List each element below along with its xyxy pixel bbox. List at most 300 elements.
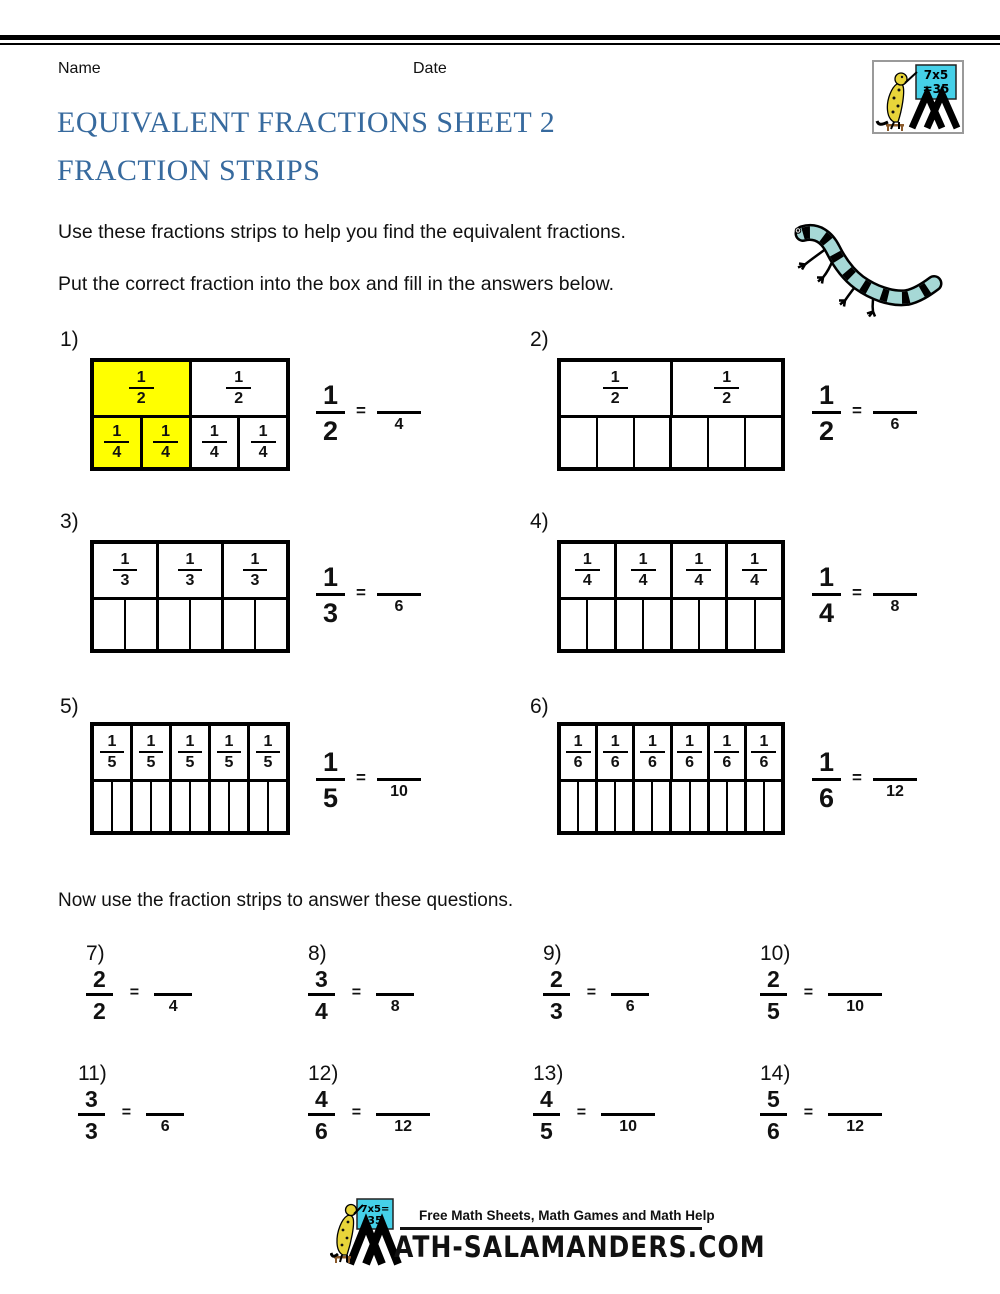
- cell-numerator: 1: [178, 733, 203, 753]
- cell-fraction: [603, 733, 628, 773]
- equals-sign: =: [803, 1104, 814, 1121]
- answer-fraction: [601, 1086, 655, 1136]
- lizard-pupil: [797, 229, 799, 231]
- given-fraction: [86, 966, 113, 1025]
- answer-denominator: 10: [846, 998, 865, 1015]
- fraction-numerator: 3: [78, 1086, 105, 1116]
- strip-cell: [726, 782, 744, 831]
- cell-denominator: 6: [573, 754, 583, 771]
- cell-numerator: 1: [575, 551, 600, 571]
- equation-group: [86, 966, 192, 1025]
- question-number: 8): [308, 942, 327, 965]
- answer-blank: [601, 1086, 655, 1116]
- given-fraction: [308, 966, 335, 1025]
- cell-denominator: 6: [685, 754, 695, 771]
- cell-denominator: 4: [209, 444, 219, 461]
- strip-equation: [316, 747, 421, 814]
- strip-cell: [221, 544, 286, 597]
- question-12: [308, 1062, 430, 1145]
- strip-cell: [707, 782, 726, 831]
- answer-fraction: [873, 747, 917, 801]
- cell-numerator: 1: [243, 551, 268, 571]
- cell-numerator: 1: [714, 733, 739, 753]
- cell-denominator: 5: [185, 754, 195, 771]
- fraction-strip: [557, 722, 785, 835]
- cell-numerator: 1: [153, 423, 178, 443]
- cell-numerator: 1: [640, 733, 665, 753]
- cell-fraction: [104, 423, 129, 463]
- cell-fraction: [178, 551, 203, 591]
- cell-denominator: 2: [610, 390, 620, 407]
- strip-cell: [595, 782, 614, 831]
- problem-number: 1): [60, 328, 79, 351]
- strip-cell: [228, 782, 247, 831]
- answer-fraction: [873, 380, 917, 434]
- cell-numerator: 1: [686, 551, 711, 571]
- problem-3: [60, 510, 530, 690]
- given-fraction: [533, 1086, 560, 1145]
- answer-blank: [828, 966, 882, 996]
- equals-sign: =: [852, 401, 862, 420]
- given-fraction: [316, 562, 345, 629]
- strip-bottom-row: [561, 415, 781, 467]
- strip-cell: [94, 544, 156, 597]
- fraction-numerator: 4: [308, 1086, 335, 1116]
- strip-cell: [237, 418, 286, 467]
- fraction-denominator: 6: [819, 783, 835, 813]
- strip-cell: [754, 600, 781, 649]
- cell-numerator: 1: [603, 733, 628, 753]
- section2-heading: Now use the fraction strips to answer these questions.: [58, 890, 514, 911]
- cell-numerator: 1: [566, 733, 591, 753]
- cell-numerator: 1: [113, 551, 138, 571]
- answer-denominator: 12: [394, 1118, 413, 1135]
- strip-cell: [561, 544, 614, 597]
- cell-fraction: [686, 551, 711, 591]
- cell-fraction: [178, 733, 203, 773]
- strip-cell: [221, 600, 254, 649]
- fraction-strip: [557, 540, 785, 653]
- equals-sign: =: [356, 583, 366, 602]
- equation-group: [308, 966, 414, 1025]
- strip-cell: [642, 600, 669, 649]
- equation-group: [760, 1086, 882, 1145]
- cell-denominator: 5: [107, 754, 117, 771]
- cell-numerator: 1: [742, 551, 767, 571]
- fraction-numerator: 2: [86, 966, 113, 996]
- fraction-strip: [90, 358, 290, 471]
- strip-cell: [208, 782, 228, 831]
- question-number: 7): [86, 942, 105, 965]
- fraction-denominator: 2: [323, 416, 339, 446]
- strip-cell: [561, 600, 586, 649]
- strip-cell: [140, 418, 189, 467]
- page-title-line1: EQUIVALENT FRACTIONS SHEET 2: [57, 106, 556, 139]
- cell-numerator: 1: [226, 369, 251, 389]
- strip-cell: [267, 782, 286, 831]
- cell-denominator: 6: [722, 754, 732, 771]
- strip-cell: [94, 782, 111, 831]
- equals-sign: =: [586, 984, 597, 1001]
- fraction-strip: [90, 722, 290, 835]
- answer-fraction: [828, 966, 882, 1016]
- answer-fraction: [377, 747, 421, 801]
- fraction-denominator: 6: [315, 1118, 328, 1144]
- strip-cell: [254, 600, 286, 649]
- equals-sign: =: [356, 768, 366, 787]
- cell-fraction: [751, 733, 776, 773]
- problem-number: 5): [60, 695, 79, 718]
- answer-fraction: [377, 562, 421, 616]
- strip-cell: [669, 418, 707, 467]
- problem-6: [530, 695, 1000, 875]
- strip-cell: [94, 362, 189, 415]
- strip-bottom-row: [561, 779, 781, 831]
- question-number: 12): [308, 1062, 339, 1085]
- problem-1: [60, 328, 530, 508]
- fraction-denominator: 5: [767, 998, 780, 1024]
- answer-denominator: 6: [625, 998, 635, 1015]
- strip-bottom-row: [561, 597, 781, 649]
- cell-denominator: 2: [722, 390, 732, 407]
- equals-sign: =: [576, 1104, 587, 1121]
- strip-equation: [812, 747, 917, 814]
- cell-fraction: [256, 733, 281, 773]
- cell-fraction: [153, 423, 178, 463]
- answer-fraction: [377, 380, 421, 434]
- strip-cell: [725, 600, 753, 649]
- strip-cell: [169, 726, 208, 779]
- answer-denominator: 4: [168, 998, 178, 1015]
- equation-group: [316, 562, 421, 629]
- question-13: [533, 1062, 655, 1145]
- strip-cell: [561, 782, 577, 831]
- fraction-numerator: 1: [316, 747, 345, 781]
- cell-fraction: [677, 733, 702, 773]
- strip-cell: [130, 782, 150, 831]
- answer-blank: [828, 1086, 882, 1116]
- cell-fraction: [714, 733, 739, 773]
- fraction-numerator: 1: [812, 747, 841, 781]
- cell-fraction: [640, 733, 665, 773]
- cell-denominator: 4: [694, 572, 704, 589]
- fraction-strip: [557, 358, 785, 471]
- strip-cell: [208, 726, 247, 779]
- math-salamanders-corner-logo: [872, 60, 964, 134]
- cell-numerator: 1: [129, 369, 154, 389]
- strip-equation: [316, 380, 421, 447]
- cell-numerator: 1: [603, 369, 628, 389]
- strip-cell: [156, 600, 189, 649]
- answer-blank: [377, 380, 421, 414]
- strip-cell: [189, 362, 287, 415]
- strip-cell: [744, 418, 781, 467]
- strip-cell: [577, 782, 595, 831]
- given-fraction: [760, 966, 787, 1025]
- cell-denominator: 3: [120, 572, 130, 589]
- cell-denominator: 4: [161, 444, 171, 461]
- cell-denominator: 2: [136, 390, 146, 407]
- cell-denominator: 2: [234, 390, 244, 407]
- cell-denominator: 5: [224, 754, 234, 771]
- fraction-numerator: 2: [760, 966, 787, 996]
- corner-logo-graphic: [874, 62, 962, 132]
- m-logo-icon: [350, 1224, 398, 1264]
- given-fraction: [760, 1086, 787, 1145]
- question-11: [78, 1062, 184, 1145]
- given-fraction: [812, 562, 841, 629]
- fraction-numerator: 1: [316, 380, 345, 414]
- lizard-illustration: [783, 218, 943, 326]
- given-fraction: [812, 380, 841, 447]
- name-label: Name: [58, 60, 101, 77]
- strip-cell: [614, 600, 642, 649]
- fraction-numerator: 5: [760, 1086, 787, 1116]
- problem-4: [530, 510, 1000, 690]
- cell-fraction: [251, 423, 276, 463]
- equation-group: [812, 747, 917, 814]
- cell-fraction: [139, 733, 164, 773]
- top-rule-thick: [0, 35, 1000, 40]
- question-7: [86, 942, 192, 1025]
- strip-cell: [561, 362, 670, 415]
- cell-numerator: 1: [251, 423, 276, 443]
- cell-fraction: [113, 551, 138, 591]
- strip-bottom-row: [94, 779, 286, 831]
- instruction-line1: Use these fractions strips to help you find the equivalent fractions.: [58, 221, 626, 243]
- strip-cell: [94, 418, 140, 467]
- fraction-numerator: 4: [533, 1086, 560, 1116]
- cell-denominator: 3: [250, 572, 260, 589]
- footer-tagline: Free Math Sheets, Math Games and Math Help: [419, 1208, 715, 1223]
- given-fraction: [316, 747, 345, 814]
- cell-numerator: 1: [202, 423, 227, 443]
- strip-top-row: [561, 726, 781, 779]
- strip-cell: [94, 726, 130, 779]
- given-fraction: [812, 747, 841, 814]
- answer-blank: [376, 966, 414, 996]
- answer-blank: [146, 1086, 184, 1116]
- strip-cell: [698, 600, 725, 649]
- strip-cell: [763, 782, 781, 831]
- strip-top-row: [561, 362, 781, 415]
- answer-blank: [873, 380, 917, 414]
- strip-equation: [812, 380, 917, 447]
- cell-denominator: 5: [146, 754, 156, 771]
- strip-cell: [561, 418, 596, 467]
- fraction-numerator: 2: [543, 966, 570, 996]
- equation-group: [533, 1086, 655, 1145]
- cell-numerator: 1: [677, 733, 702, 753]
- strip-cell: [247, 782, 267, 831]
- board-text-1: 7x5: [923, 68, 949, 82]
- strip-cell: [189, 600, 221, 649]
- answer-denominator: 12: [886, 783, 904, 800]
- equals-sign: =: [351, 984, 362, 1001]
- equation-group: [316, 380, 421, 447]
- cell-numerator: 1: [751, 733, 776, 753]
- answer-fraction: [376, 1086, 430, 1136]
- fraction-denominator: 6: [767, 1118, 780, 1144]
- strip-top-row: [561, 544, 781, 597]
- cell-denominator: 6: [759, 754, 769, 771]
- given-fraction: [316, 380, 345, 447]
- problem-number: 6): [530, 695, 549, 718]
- strip-cell: [586, 600, 613, 649]
- answer-blank: [376, 1086, 430, 1116]
- answer-blank: [873, 562, 917, 596]
- cell-denominator: 6: [610, 754, 620, 771]
- answer-fraction: [611, 966, 649, 1016]
- cell-fraction: [575, 551, 600, 591]
- answer-fraction: [873, 562, 917, 616]
- given-fraction: [543, 966, 570, 1025]
- strip-cell: [189, 782, 208, 831]
- cell-denominator: 4: [750, 572, 760, 589]
- cell-fraction: [631, 551, 656, 591]
- strip-cell: [156, 544, 221, 597]
- fraction-denominator: 3: [85, 1118, 98, 1144]
- answer-fraction: [154, 966, 192, 1016]
- cell-numerator: 1: [631, 551, 656, 571]
- cell-fraction: [100, 733, 125, 773]
- problem-number: 2): [530, 328, 549, 351]
- cell-numerator: 1: [100, 733, 125, 753]
- cell-fraction: [742, 551, 767, 591]
- strip-cell: [632, 782, 651, 831]
- strip-cell: [689, 782, 707, 831]
- equals-sign: =: [852, 583, 862, 602]
- question-number: 11): [78, 1062, 107, 1085]
- strip-top-row: [94, 726, 286, 779]
- fraction-denominator: 4: [315, 998, 328, 1024]
- strip-cell: [247, 726, 286, 779]
- question-8: [308, 942, 414, 1025]
- cell-denominator: 5: [263, 754, 273, 771]
- answer-fraction: [146, 1086, 184, 1136]
- strip-cell: [670, 726, 707, 779]
- answer-fraction: [376, 966, 414, 1016]
- top-rule-thin: [0, 43, 1000, 45]
- given-fraction: [308, 1086, 335, 1145]
- equals-sign: =: [351, 1104, 362, 1121]
- strip-top-row: [94, 362, 286, 415]
- answer-denominator: 8: [390, 998, 400, 1015]
- answer-denominator: 12: [846, 1118, 865, 1135]
- strip-cell: [633, 418, 670, 467]
- strip-cell: [670, 362, 782, 415]
- strip-cell: [595, 726, 632, 779]
- fraction-numerator: 3: [308, 966, 335, 996]
- cell-numerator: 1: [178, 551, 203, 571]
- instruction-line2: Put the correct fraction into the box and fill in the answers below.: [58, 273, 615, 295]
- equation-group: [760, 966, 882, 1025]
- fraction-denominator: 2: [93, 998, 106, 1024]
- strip-top-row: [94, 544, 286, 597]
- cell-numerator: 1: [256, 733, 281, 753]
- question-number: 13): [533, 1062, 564, 1085]
- answer-fraction: [828, 1086, 882, 1136]
- cell-numerator: 1: [139, 733, 164, 753]
- question-14: [760, 1062, 882, 1145]
- strip-cell: [744, 726, 781, 779]
- strip-equation: [812, 562, 917, 629]
- equation-group: [78, 1086, 184, 1145]
- strip-cell: [614, 782, 632, 831]
- equals-sign: =: [121, 1104, 132, 1121]
- cell-numerator: 1: [714, 369, 739, 389]
- cell-denominator: 4: [582, 572, 592, 589]
- board-text-1: 7x5=: [360, 1204, 390, 1215]
- cell-fraction: [566, 733, 591, 773]
- strip-cell: [651, 782, 669, 831]
- fraction-denominator: 5: [540, 1118, 553, 1144]
- cell-numerator: 1: [104, 423, 129, 443]
- answer-blank: [377, 562, 421, 596]
- cell-denominator: 4: [258, 444, 268, 461]
- cell-denominator: 4: [638, 572, 648, 589]
- strip-cell: [614, 544, 670, 597]
- strip-cell: [670, 544, 726, 597]
- answer-blank: [611, 966, 649, 996]
- strip-cell: [669, 782, 688, 831]
- cell-fraction: [217, 733, 242, 773]
- board-text-2: =35: [922, 82, 950, 96]
- strip-cell: [94, 600, 124, 649]
- cell-fraction: [202, 423, 227, 463]
- fraction-numerator: 1: [812, 380, 841, 414]
- fraction-denominator: 3: [323, 598, 339, 628]
- strip-cell: [169, 782, 189, 831]
- answer-denominator: 4: [394, 416, 404, 433]
- strip-cell: [707, 418, 744, 467]
- strip-cell: [124, 600, 156, 649]
- cell-fraction: [603, 369, 628, 409]
- fraction-denominator: 3: [550, 998, 563, 1024]
- strip-cell: [111, 782, 130, 831]
- fraction-strip: [90, 540, 290, 653]
- cell-fraction: [129, 369, 154, 409]
- question-number: 9): [543, 942, 562, 965]
- strip-cell: [150, 782, 169, 831]
- strip-cell: [189, 418, 238, 467]
- fraction-denominator: 2: [819, 416, 835, 446]
- footer-site-text: ATH-SALAMANDERS.COM: [394, 1230, 766, 1265]
- strip-cell: [561, 726, 595, 779]
- page-title-line2: FRACTION STRIPS: [57, 154, 321, 187]
- equals-sign: =: [852, 768, 862, 787]
- cell-fraction: [714, 369, 739, 409]
- question-10: [760, 942, 882, 1025]
- cell-fraction: [226, 369, 251, 409]
- cell-denominator: 4: [112, 444, 122, 461]
- date-label: Date: [413, 60, 447, 77]
- question-number: 10): [760, 942, 791, 965]
- fraction-numerator: 1: [316, 562, 345, 596]
- equation-group: [316, 747, 421, 814]
- equation-group: [812, 380, 917, 447]
- answer-blank: [377, 747, 421, 781]
- equals-sign: =: [803, 984, 814, 1001]
- answer-denominator: 6: [890, 416, 900, 433]
- problem-2: [530, 328, 1000, 508]
- cell-fraction: [243, 551, 268, 591]
- equation-group: [543, 966, 649, 1025]
- question-number: 14): [760, 1062, 791, 1085]
- strip-cell: [744, 782, 763, 831]
- equation-group: [812, 562, 917, 629]
- equals-sign: =: [129, 984, 140, 1001]
